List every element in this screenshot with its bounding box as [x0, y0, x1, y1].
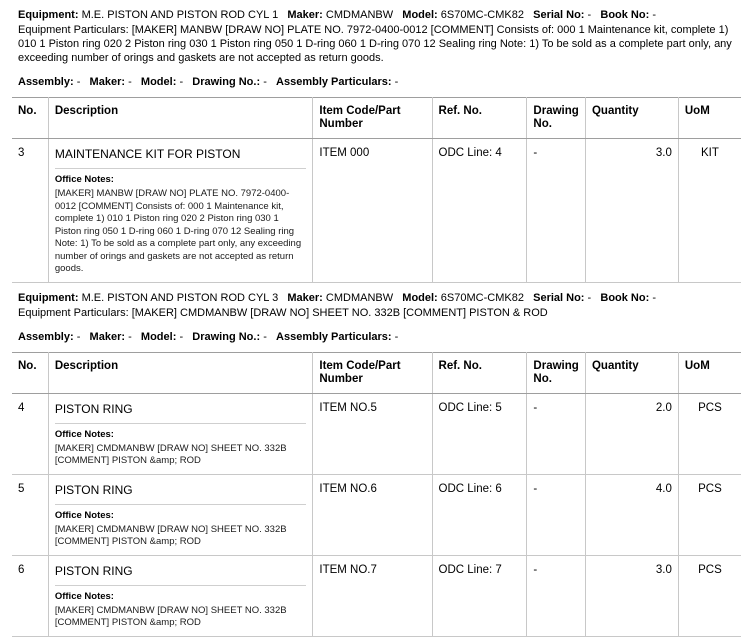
assembly-model-label: Model: [140, 76, 177, 88]
row-uom: PCS [678, 555, 741, 636]
row-description: PISTON RING [54, 401, 133, 416]
row-uom: KIT [678, 139, 741, 283]
row-description-cell [48, 555, 313, 636]
equipment-summary-line [18, 8, 735, 22]
assembly-value: - [76, 330, 81, 343]
assembly-drawing-no-label: Drawing No.: [192, 330, 261, 343]
assembly-label: Assembly: [18, 330, 74, 343]
maker-value: CMDMANBW [325, 9, 394, 21]
row-no: 6 [12, 555, 48, 636]
column-header-drawing-no: Drawing No. [527, 352, 586, 393]
row-description: PISTON RING [54, 563, 133, 578]
row-description: MAINTENANCE KIT FOR PISTON [54, 147, 241, 161]
row-quantity: 3.0 [585, 139, 678, 283]
equipment-particulars-label: Equipment Particulars: [18, 24, 129, 36]
row-ref-no: ODC Line: 7 [432, 555, 527, 636]
assembly-particulars-value: - [394, 76, 399, 88]
row-drawing-no: - [527, 474, 586, 555]
serial-no-label: Serial No: [533, 291, 585, 304]
assembly-particulars-label: Assembly Particulars: [276, 76, 392, 88]
equipment-label: Equipment: [18, 291, 79, 304]
assembly-maker-label: Maker: [89, 76, 126, 88]
assembly-model-label: Model: [140, 330, 177, 343]
book-no-label: Book No: [600, 9, 650, 21]
office-notes-body: [MAKER] MANBW [DRAW NO] PLATE NO. 7972-0400-0012 [COMMENT] Consists of: 000 1 Maintenance kit, complete 1) 010 1 Piston ring 020 2 Piston ring 030 1 Piston ring 050 1 D-ring 060 1 D-ring 070 12 Sealing ring Note: 1) To be sold as a complete part only, any exceeding number of orings and gaskets are not accepted as return goods. [54, 188, 302, 274]
model-label: Model: [402, 291, 438, 304]
row-item-code: ITEM NO.6 [313, 474, 432, 555]
row-description: PISTON RING [54, 482, 133, 497]
book-no-value: - [652, 9, 656, 21]
model-label: Model: [402, 9, 438, 21]
row-drawing-no: - [527, 393, 586, 474]
table-row [12, 393, 741, 474]
assembly-model-value: - [179, 330, 184, 343]
equipment-header-block-1 [12, 0, 741, 69]
model-value: 6S70MC-CMK82 [440, 9, 524, 21]
maker-label: Maker: [287, 9, 323, 21]
assembly-particulars-label: Assembly Particulars: [276, 330, 392, 343]
assembly-header-block-1 [12, 69, 741, 97]
maker-label: Maker: [287, 291, 323, 304]
maker-value: CMDMANBW [325, 291, 394, 304]
row-ref-no: ODC Line: 5 [432, 393, 527, 474]
assembly-drawing-no-label: Drawing No.: [192, 76, 261, 88]
row-uom: PCS [678, 474, 741, 555]
column-header-item-code: Item Code/Part Number [313, 98, 432, 139]
column-header-quantity: Quantity [585, 98, 678, 139]
column-header-no: No. [12, 352, 48, 393]
office-notes [55, 168, 307, 276]
table-header-row [12, 352, 741, 393]
column-header-item-code: Item Code/Part Number [313, 352, 432, 393]
items-table-2 [12, 352, 741, 637]
equipment-particulars-value: [MAKER] CMDMANBW [DRAW NO] SHEET NO. 332B [COMMENT] PISTON & ROD [131, 306, 548, 319]
row-no: 3 [12, 139, 48, 283]
assembly-maker-label: Maker: [89, 330, 126, 343]
row-no: 5 [12, 474, 48, 555]
assembly-particulars-value: - [394, 330, 399, 343]
items-table-1 [12, 97, 741, 283]
row-item-code: ITEM NO.5 [313, 393, 432, 474]
table-row [12, 139, 741, 283]
office-notes-title: Office Notes: [54, 428, 114, 440]
office-notes-body: [MAKER] CMDMANBW [DRAW NO] SHEET NO. 332B [COMMENT] PISTON &amp; ROD [54, 442, 287, 466]
row-item-code: ITEM NO.7 [313, 555, 432, 636]
table-row [12, 555, 741, 636]
row-quantity: 2.0 [585, 393, 678, 474]
column-header-uom: UoM [678, 98, 741, 139]
office-notes [55, 585, 307, 630]
column-header-description: Description [48, 352, 313, 393]
table-row [12, 474, 741, 555]
assembly-label: Assembly: [18, 76, 74, 88]
row-quantity: 4.0 [585, 474, 678, 555]
equipment-label: Equipment: [18, 9, 79, 21]
assembly-maker-value: - [128, 76, 132, 88]
serial-no-value: - [587, 291, 592, 304]
column-header-description: Description [48, 98, 313, 139]
column-header-quantity: Quantity [585, 352, 678, 393]
table-header-row [12, 98, 741, 139]
row-drawing-no: - [527, 139, 586, 283]
book-no-value: - [652, 291, 656, 304]
office-notes-body: [MAKER] CMDMANBW [DRAW NO] SHEET NO. 332B [COMMENT] PISTON &amp; ROD [54, 523, 287, 547]
row-uom: PCS [678, 393, 741, 474]
office-notes [55, 504, 307, 549]
column-header-ref-no: Ref. No. [432, 98, 527, 139]
row-ref-no: ODC Line: 6 [432, 474, 527, 555]
row-item-code: ITEM 000 [313, 139, 432, 283]
equipment-particulars-line [18, 306, 735, 320]
office-notes-title: Office Notes: [54, 174, 114, 185]
office-notes [55, 423, 307, 468]
column-header-uom: UoM [678, 352, 741, 393]
assembly-model-value: - [179, 76, 184, 88]
assembly-drawing-no-value: - [263, 76, 267, 88]
column-header-no: No. [12, 98, 48, 139]
office-notes-body: [MAKER] CMDMANBW [DRAW NO] SHEET NO. 332B [COMMENT] PISTON &amp; ROD [54, 604, 287, 628]
office-notes-title: Office Notes: [54, 590, 114, 602]
equipment-particulars-line [18, 23, 735, 65]
row-drawing-no: - [527, 555, 586, 636]
serial-no-value: - [587, 9, 592, 21]
column-header-ref-no: Ref. No. [432, 352, 527, 393]
serial-no-label: Serial No: [533, 9, 585, 21]
equipment-value: M.E. PISTON AND PISTON ROD CYL 1 [81, 9, 279, 21]
row-description-cell [48, 474, 313, 555]
assembly-drawing-no-value: - [263, 330, 267, 343]
row-description-cell [48, 393, 313, 474]
row-quantity: 3.0 [585, 555, 678, 636]
assembly-header-block-2 [12, 324, 741, 352]
book-no-label: Book No: [600, 291, 650, 304]
row-description-cell [48, 139, 313, 283]
model-value: 6S70MC-CMK82 [440, 291, 524, 304]
assembly-value: - [76, 76, 81, 88]
assembly-maker-value: - [128, 330, 132, 343]
row-ref-no: ODC Line: 4 [432, 139, 527, 283]
office-notes-title: Office Notes: [54, 509, 114, 521]
row-no: 4 [12, 393, 48, 474]
equipment-summary-line [18, 291, 735, 305]
equipment-particulars-label: Equipment Particulars: [18, 306, 129, 319]
equipment-value: M.E. PISTON AND PISTON ROD CYL 3 [81, 291, 279, 304]
equipment-particulars-value: [MAKER] MANBW [DRAW NO] PLATE NO. 7972-0400-0012 [COMMENT] Consists of: 000 1 Maintenance kit, complete 1) 010 1 Piston ring 020 2 Piston ring 030 1 Piston ring 050 1 D-ring 060 1 D-ring 070 12 Sealing ring Note: 1) To be sold as a complete part only, any exceeding number of orings and gaskets are not accepted as return goods. [18, 24, 732, 64]
column-header-drawing-no: Drawing No. [527, 98, 586, 139]
equipment-header-block-2 [12, 283, 741, 324]
